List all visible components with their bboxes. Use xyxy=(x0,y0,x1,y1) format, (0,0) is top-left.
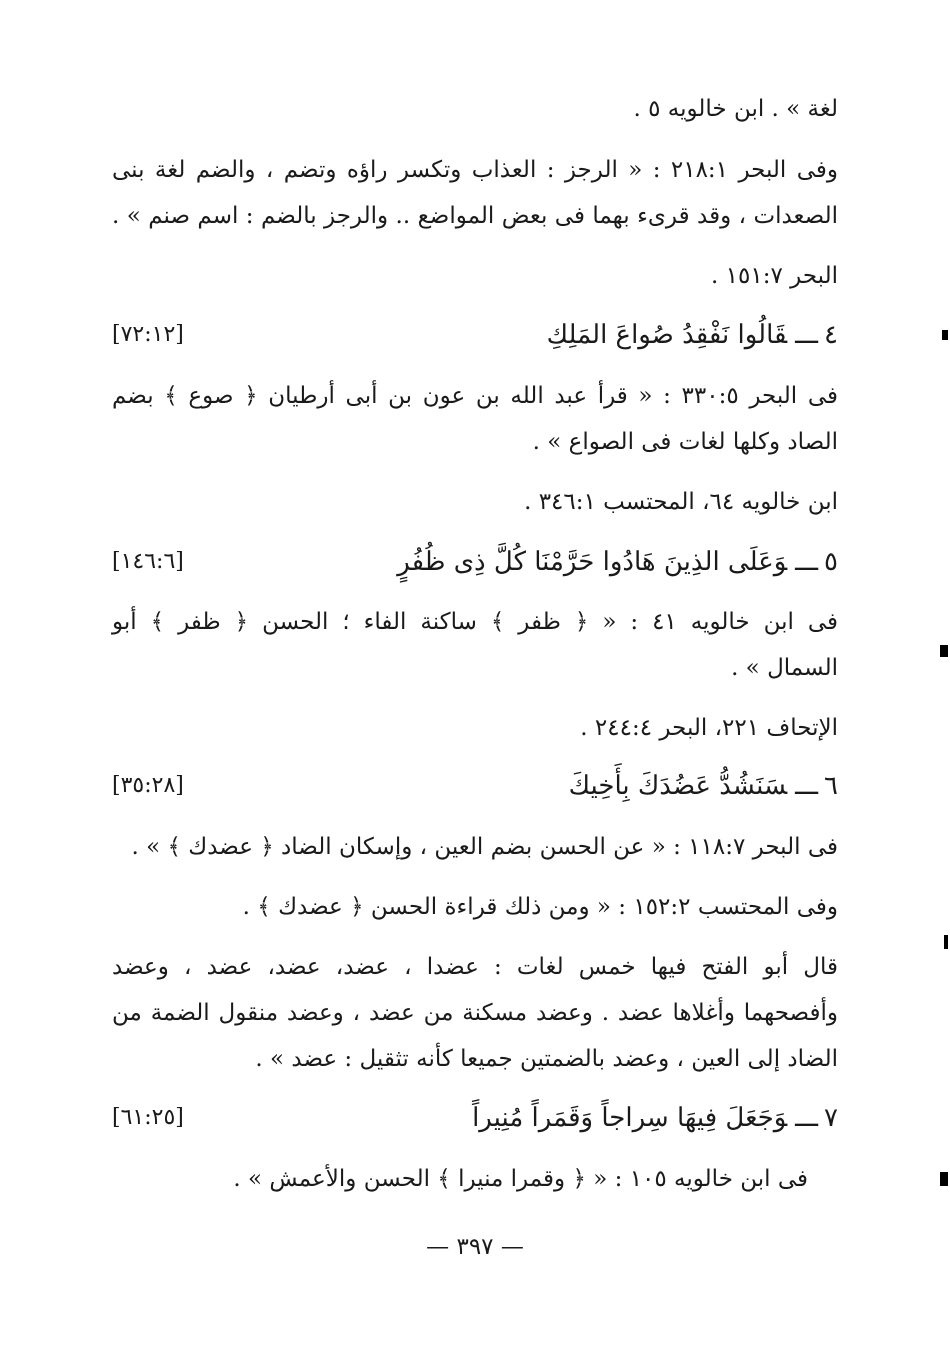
scan-edge-mark xyxy=(940,1172,948,1186)
verse-entry-7 xyxy=(112,1098,838,1138)
verse-text xyxy=(397,542,838,582)
verse-entry-6 xyxy=(112,766,838,806)
verse-entry-4 xyxy=(112,315,838,355)
text-line: الضاد إلى العين ، وعضد بالضمتين جميعا كأنه تثقيل : عضد » . xyxy=(255,1046,838,1072)
verse-quran-text: سَنَشُدُّ عَضُدَكَ بِأَخِيكَ xyxy=(568,771,788,801)
text-line: وفى المحتسب ١٥٢:٢ : « ومن ذلك قراءة الحسن ﴿ عضدك ﴾ . xyxy=(242,894,838,920)
text-line: ابن خالويه ٦٤، المحتسب ٣٤٦:١ . xyxy=(524,489,838,515)
verse-number: ٤ xyxy=(824,320,838,350)
text-line: السمال » . xyxy=(731,655,838,681)
verse-quran-text: وَجَعَلَ فِيهَا سِراجاً وَقَمَراً مُنِيراً xyxy=(472,1103,788,1133)
text-line: الصاد وكلها لغات فى الصواع » . xyxy=(532,429,838,455)
verse-quran-text: وَعَلَى الذِينَ هَادُوا حَرَّمْنَا كُلَّ ذِى ظُفُرٍ xyxy=(397,547,788,577)
verse-reference: [١٤٦:٦] xyxy=(112,549,184,574)
scan-edge-mark xyxy=(940,645,948,657)
text-line: فى ابن خالويه ٤١ : « ﴿ ظفر ﴾ ساكنة الفاء ؛ الحسن ﴿ ظفر ﴾ أبو xyxy=(112,609,838,635)
scan-edge-mark xyxy=(942,330,948,340)
verse-number: ٧ xyxy=(824,1103,838,1133)
text-line: وأفصحهما وأغلاها عضد . وعضد مسكنة من عضد ، وعضد منقول الضمة من xyxy=(112,1000,838,1026)
verse-quran-text: قَالُوا نَفْقِدُ صُواعَ المَلِكِ xyxy=(546,320,788,350)
text-line: لغة » . ابن خالويه ٥ . xyxy=(633,96,838,122)
text-line: فى البحر ٣٣٠:٥ : « قرأ عبد الله بن عون بن أبى أرطيان ﴿ صوع ﴾ بضم xyxy=(112,383,838,409)
verse-reference: [٣٥:٢٨] xyxy=(112,773,184,798)
text-line: الإتحاف ٢٢١، البحر ٢٤٤:٤ . xyxy=(580,715,838,741)
text-line: وفى البحر ٢١٨:١ : « الرجز : العذاب وتكسر راؤه وتضم ، والضم لغة بنى xyxy=(112,157,838,183)
scan-edge-mark xyxy=(944,935,948,949)
verse-number: ٥ xyxy=(824,547,838,577)
text-line: قال أبو الفتح فيها خمس لغات : عضدا ، عضد، عضد، عضد ، وعضد xyxy=(112,954,838,980)
page-body xyxy=(112,0,838,1349)
text-line: البحر ١٥١:٧ . xyxy=(711,263,838,289)
verse-reference: [٧٢:١٢] xyxy=(112,322,184,347)
text-line: فى البحر ١١٨:٧ : « عن الحسن بضم العين ، وإسكان الضاد ﴿ عضدك ﴾ » . xyxy=(131,834,838,860)
verse-dash: ـــ xyxy=(795,547,819,577)
verse-dash: ـــ xyxy=(795,320,819,350)
verse-reference: [٦١:٢٥] xyxy=(112,1105,184,1130)
verse-text xyxy=(569,766,838,806)
verse-entry-5 xyxy=(112,542,838,582)
page-number: — ٣٩٧ — xyxy=(426,1234,524,1260)
text-line: فى ابن خالويه ١٠٥ : « ﴿ وقمرا منيرا ﴾ الحسن والأعمش » . xyxy=(233,1166,808,1192)
verse-text xyxy=(472,1098,838,1138)
verse-text xyxy=(547,315,838,355)
text-line: الصعدات ، وقد قرىء بهما فى بعض المواضع .. والرجز بالضم : اسم صنم » . xyxy=(112,203,838,229)
verse-number: ٦ xyxy=(824,771,838,801)
verse-dash: ـــ xyxy=(795,771,819,801)
verse-dash: ـــ xyxy=(795,1103,819,1133)
